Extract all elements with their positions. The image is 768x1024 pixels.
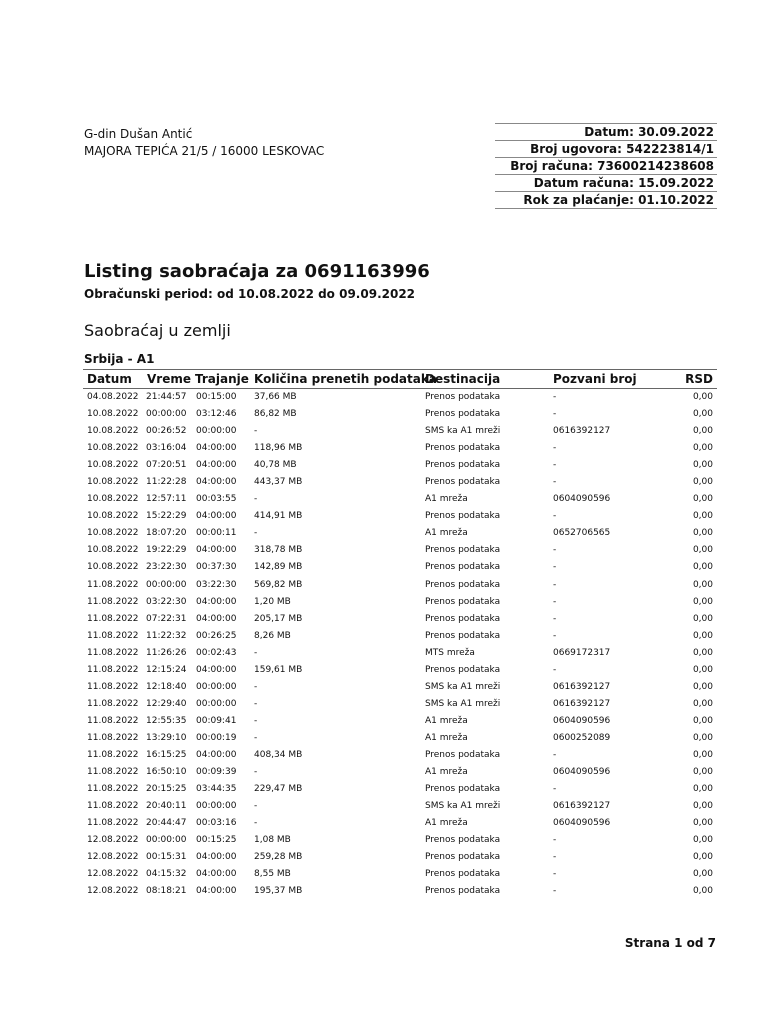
cell-called-number: 0600252089 (553, 732, 611, 743)
cell-data-amount: 8,26 MB (254, 630, 291, 641)
cell-time: 07:22:31 (146, 613, 187, 624)
cell-called-number: - (553, 392, 557, 402)
cell-time: 16:50:10 (146, 767, 187, 778)
cell-rsd: 0,00 (692, 681, 713, 692)
cell-rsd: 0,00 (692, 749, 713, 760)
table-row (83, 730, 717, 747)
cell-called-number: - (553, 545, 557, 556)
cell-called-number: - (553, 784, 557, 795)
cell-destination: A1 mreža (425, 528, 468, 539)
cell-rsd: 0,00 (692, 528, 713, 539)
table-row (83, 525, 717, 542)
cell-rsd: 0,00 (692, 698, 713, 709)
cell-destination: Prenos podataka (425, 749, 501, 760)
traffic-table (83, 369, 717, 900)
cell-data-amount: 443,37 MB (254, 477, 303, 488)
cell-rsd: 0,00 (692, 869, 713, 880)
cell-called-number: - (553, 835, 557, 846)
table-row (83, 559, 717, 576)
table-header (83, 369, 717, 389)
meta-invoice-number: Broj računa: 73600214238608 (495, 158, 717, 175)
cell-called-number: - (553, 409, 557, 420)
cell-data-amount: 569,82 MB (254, 579, 303, 590)
cell-data-amount: 159,61 MB (254, 664, 303, 675)
cell-duration: 00:09:41 (196, 715, 237, 726)
cell-duration: 04:00:00 (196, 664, 237, 675)
meta-invoice-date: Datum računa: 15.09.2022 (495, 175, 717, 192)
subsection-heading: Srbija - A1 (84, 352, 155, 366)
cell-date: 11.08.2022 (87, 579, 139, 590)
cell-date: 10.08.2022 (87, 477, 139, 488)
table-row (83, 713, 717, 730)
section-heading: Saobraćaj u zemlji (84, 321, 231, 340)
cell-date: 11.08.2022 (87, 715, 139, 726)
column-header-duration: Trajanje (195, 372, 249, 386)
cell-called-number: 0604090596 (553, 767, 611, 778)
table-row (83, 491, 717, 508)
cell-date: 11.08.2022 (87, 818, 139, 829)
cell-called-number: - (553, 562, 557, 573)
cell-date: 10.08.2022 (87, 494, 139, 505)
customer-address: MAJORA TEPIĆA 21/5 / 16000 LESKOVAC (84, 144, 325, 158)
cell-date: 11.08.2022 (87, 596, 139, 607)
cell-rsd: 0,00 (692, 818, 713, 829)
cell-time: 00:15:31 (146, 852, 187, 863)
cell-called-number: 0616392127 (553, 426, 611, 437)
cell-rsd: 0,00 (692, 852, 713, 863)
cell-data-amount: - (254, 732, 258, 743)
cell-rsd: 0,00 (692, 835, 713, 846)
table-row (83, 747, 717, 764)
cell-called-number: 0616392127 (553, 801, 611, 812)
cell-called-number: - (553, 664, 557, 675)
cell-data-amount: 86,82 MB (254, 409, 297, 420)
cell-destination: SMS ka A1 mreži (425, 426, 501, 437)
table-row (83, 832, 717, 849)
cell-date: 11.08.2022 (87, 664, 139, 675)
cell-date: 12.08.2022 (87, 835, 139, 846)
cell-destination: Prenos podataka (425, 613, 501, 624)
cell-destination: Prenos podataka (425, 460, 501, 471)
cell-data-amount: 414,91 MB (254, 511, 303, 522)
cell-called-number: 0616392127 (553, 698, 611, 709)
cell-data-amount: - (254, 681, 258, 692)
cell-duration: 04:00:00 (196, 545, 237, 556)
cell-duration: 00:00:19 (196, 732, 237, 743)
cell-destination: Prenos podataka (425, 835, 501, 846)
cell-time: 21:44:57 (146, 392, 187, 402)
cell-time: 00:26:52 (146, 426, 187, 437)
cell-duration: 00:00:00 (196, 681, 237, 692)
cell-time: 19:22:29 (146, 545, 187, 556)
cell-called-number: - (553, 852, 557, 863)
cell-data-amount: 40,78 MB (254, 460, 297, 471)
cell-time: 20:15:25 (146, 784, 187, 795)
table-row (83, 628, 717, 645)
cell-date: 11.08.2022 (87, 801, 139, 812)
cell-time: 12:18:40 (146, 681, 187, 692)
cell-duration: 00:00:00 (196, 426, 237, 437)
table-row (83, 406, 717, 423)
cell-destination: Prenos podataka (425, 596, 501, 607)
cell-destination: Prenos podataka (425, 852, 501, 863)
cell-rsd: 0,00 (692, 477, 713, 488)
cell-called-number: 0604090596 (553, 818, 611, 829)
cell-destination: MTS mreža (425, 647, 475, 658)
cell-data-amount: - (254, 818, 258, 829)
cell-date: 10.08.2022 (87, 562, 139, 573)
cell-rsd: 0,00 (692, 630, 713, 641)
table-row (83, 781, 717, 798)
cell-destination: A1 mreža (425, 818, 468, 829)
cell-rsd: 0,00 (692, 545, 713, 556)
cell-destination: Prenos podataka (425, 409, 501, 420)
table-row (83, 815, 717, 832)
table-row (83, 423, 717, 440)
table-row (83, 577, 717, 594)
table-row (83, 389, 717, 406)
cell-data-amount: 37,66 MB (254, 392, 297, 402)
cell-data-amount: - (254, 715, 258, 726)
cell-data-amount: - (254, 426, 258, 437)
meta-date: Datum: 30.09.2022 (495, 124, 717, 141)
customer-name: G-din Dušan Antić (84, 127, 193, 141)
cell-duration: 00:02:43 (196, 647, 237, 658)
cell-time: 12:15:24 (146, 664, 187, 675)
cell-called-number: - (553, 443, 557, 454)
cell-data-amount: - (254, 528, 258, 539)
cell-time: 18:07:20 (146, 528, 187, 539)
cell-rsd: 0,00 (692, 409, 713, 420)
cell-called-number: - (553, 886, 557, 897)
cell-rsd: 0,00 (692, 886, 713, 897)
cell-called-number: - (553, 477, 557, 488)
cell-duration: 04:00:00 (196, 443, 237, 454)
cell-time: 08:18:21 (146, 886, 187, 897)
cell-duration: 04:00:00 (196, 749, 237, 760)
cell-rsd: 0,00 (692, 460, 713, 471)
cell-destination: Prenos podataka (425, 579, 501, 590)
column-header-called-number: Pozvani broj (553, 372, 637, 386)
cell-data-amount: - (254, 647, 258, 658)
cell-destination: Prenos podataka (425, 886, 501, 897)
cell-duration: 00:37:30 (196, 562, 237, 573)
cell-rsd: 0,00 (692, 613, 713, 624)
page-number: Strana 1 od 7 (624, 936, 716, 950)
cell-time: 03:22:30 (146, 596, 187, 607)
cell-data-amount: 1,08 MB (254, 835, 291, 846)
cell-date: 10.08.2022 (87, 511, 139, 522)
cell-destination: A1 mreža (425, 767, 468, 778)
cell-destination: A1 mreža (425, 715, 468, 726)
cell-destination: Prenos podataka (425, 443, 501, 454)
table-row (83, 866, 717, 883)
cell-destination: Prenos podataka (425, 562, 501, 573)
cell-date: 11.08.2022 (87, 630, 139, 641)
column-header-rsd: RSD (685, 372, 713, 386)
cell-rsd: 0,00 (692, 579, 713, 590)
cell-destination: A1 mreža (425, 494, 468, 505)
cell-duration: 04:00:00 (196, 886, 237, 897)
cell-called-number: 0604090596 (553, 494, 611, 505)
cell-duration: 04:00:00 (196, 460, 237, 471)
cell-data-amount: 408,34 MB (254, 749, 303, 760)
cell-called-number: - (553, 630, 557, 641)
cell-time: 20:44:47 (146, 818, 187, 829)
cell-date: 11.08.2022 (87, 732, 139, 743)
cell-time: 12:29:40 (146, 698, 187, 709)
cell-time: 03:16:04 (146, 443, 187, 454)
cell-data-amount: 1,20 MB (254, 596, 291, 607)
cell-called-number: - (553, 749, 557, 760)
cell-time: 00:00:00 (146, 835, 187, 846)
cell-duration: 00:09:39 (196, 767, 237, 778)
cell-rsd: 0,00 (692, 664, 713, 675)
column-header-destination: Destinacija (425, 372, 501, 386)
cell-destination: Prenos podataka (425, 511, 501, 522)
cell-duration: 00:00:00 (196, 698, 237, 709)
cell-date: 11.08.2022 (87, 681, 139, 692)
column-header-time: Vreme (147, 372, 191, 386)
cell-date: 10.08.2022 (87, 460, 139, 471)
cell-rsd: 0,00 (692, 494, 713, 505)
column-header-date: Datum (87, 372, 132, 386)
cell-date: 10.08.2022 (87, 426, 139, 437)
cell-time: 00:00:00 (146, 409, 187, 420)
cell-duration: 03:22:30 (196, 579, 237, 590)
cell-rsd: 0,00 (692, 784, 713, 795)
cell-date: 11.08.2022 (87, 613, 139, 624)
cell-duration: 03:44:35 (196, 784, 237, 795)
cell-duration: 00:15:25 (196, 835, 237, 846)
cell-destination: Prenos podataka (425, 784, 501, 795)
cell-destination: SMS ka A1 mreži (425, 698, 501, 709)
cell-called-number: - (553, 596, 557, 607)
cell-duration: 00:03:55 (196, 494, 237, 505)
cell-date: 10.08.2022 (87, 443, 139, 454)
cell-time: 11:22:28 (146, 477, 187, 488)
cell-date: 11.08.2022 (87, 647, 139, 658)
cell-time: 11:22:32 (146, 630, 187, 641)
cell-date: 11.08.2022 (87, 749, 139, 760)
cell-duration: 04:00:00 (196, 596, 237, 607)
table-row (83, 764, 717, 781)
cell-rsd: 0,00 (692, 443, 713, 454)
cell-date: 04.08.2022 (87, 392, 139, 402)
table-row (83, 542, 717, 559)
table-row (83, 645, 717, 662)
cell-destination: A1 mreža (425, 732, 468, 743)
cell-time: 20:40:11 (146, 801, 187, 812)
cell-time: 13:29:10 (146, 732, 187, 743)
cell-destination: Prenos podataka (425, 630, 501, 641)
cell-duration: 04:00:00 (196, 511, 237, 522)
cell-destination: SMS ka A1 mreži (425, 681, 501, 692)
table-row (83, 849, 717, 866)
cell-rsd: 0,00 (692, 715, 713, 726)
cell-date: 11.08.2022 (87, 767, 139, 778)
cell-rsd: 0,00 (692, 647, 713, 658)
table-row (83, 679, 717, 696)
cell-data-amount: 118,96 MB (254, 443, 303, 454)
cell-time: 00:00:00 (146, 579, 187, 590)
table-row (83, 594, 717, 611)
cell-rsd: 0,00 (692, 562, 713, 573)
table-row (83, 696, 717, 713)
cell-destination: Prenos podataka (425, 477, 501, 488)
table-row (83, 474, 717, 491)
cell-date: 12.08.2022 (87, 886, 139, 897)
cell-data-amount: 142,89 MB (254, 562, 303, 573)
meta-contract-number: Broj ugovora: 542223814/1 (495, 141, 717, 158)
cell-data-amount: 195,37 MB (254, 886, 303, 897)
table-row (83, 508, 717, 525)
cell-time: 23:22:30 (146, 562, 187, 573)
cell-time: 12:57:11 (146, 494, 187, 505)
cell-date: 10.08.2022 (87, 528, 139, 539)
cell-destination: Prenos podataka (425, 392, 501, 402)
cell-called-number: 0652706565 (553, 528, 611, 539)
cell-time: 11:26:26 (146, 647, 187, 658)
cell-called-number: - (553, 613, 557, 624)
cell-duration: 00:15:00 (196, 392, 237, 402)
cell-data-amount: - (254, 698, 258, 709)
table-row (83, 662, 717, 679)
cell-date: 10.08.2022 (87, 545, 139, 556)
cell-date: 10.08.2022 (87, 409, 139, 420)
cell-duration: 00:26:25 (196, 630, 237, 641)
cell-duration: 04:00:00 (196, 477, 237, 488)
cell-rsd: 0,00 (692, 392, 713, 402)
customer-block (84, 126, 324, 160)
cell-date: 12.08.2022 (87, 852, 139, 863)
cell-time: 16:15:25 (146, 749, 187, 760)
cell-called-number: 0616392127 (553, 681, 611, 692)
cell-data-amount: - (254, 767, 258, 778)
cell-destination: SMS ka A1 mreži (425, 801, 501, 812)
cell-rsd: 0,00 (692, 596, 713, 607)
cell-duration: 00:03:16 (196, 818, 237, 829)
cell-data-amount: - (254, 801, 258, 812)
cell-date: 11.08.2022 (87, 784, 139, 795)
cell-duration: 04:00:00 (196, 613, 237, 624)
table-row (83, 883, 717, 900)
cell-data-amount: - (254, 494, 258, 505)
cell-called-number: 0604090596 (553, 715, 611, 726)
cell-duration: 00:00:11 (196, 528, 237, 539)
page-title: Listing saobraćaja za 0691163996 (84, 261, 430, 282)
cell-data-amount: 318,78 MB (254, 545, 303, 556)
cell-data-amount: 205,17 MB (254, 613, 303, 624)
cell-time: 07:20:51 (146, 460, 187, 471)
cell-rsd: 0,00 (692, 511, 713, 522)
cell-date: 12.08.2022 (87, 869, 139, 880)
cell-rsd: 0,00 (692, 801, 713, 812)
table-row (83, 611, 717, 628)
table-row (83, 440, 717, 457)
cell-destination: Prenos podataka (425, 545, 501, 556)
cell-data-amount: 259,28 MB (254, 852, 303, 863)
cell-called-number: - (553, 579, 557, 590)
cell-time: 12:55:35 (146, 715, 187, 726)
cell-duration: 00:00:00 (196, 801, 237, 812)
cell-destination: Prenos podataka (425, 869, 501, 880)
cell-called-number: 0669172317 (553, 647, 611, 658)
cell-time: 15:22:29 (146, 511, 187, 522)
table-row (83, 457, 717, 474)
cell-duration: 03:12:46 (196, 409, 237, 420)
cell-date: 11.08.2022 (87, 698, 139, 709)
cell-duration: 04:00:00 (196, 852, 237, 863)
cell-duration: 04:00:00 (196, 869, 237, 880)
cell-data-amount: 229,47 MB (254, 784, 303, 795)
table-body (83, 389, 717, 900)
cell-called-number: - (553, 511, 557, 522)
cell-destination: Prenos podataka (425, 664, 501, 675)
billing-period: Obračunski period: od 10.08.2022 do 09.09.2022 (84, 287, 416, 301)
cell-called-number: - (553, 869, 557, 880)
table-row (83, 798, 717, 815)
column-header-data-amount: Količina prenetih podataka (254, 372, 437, 386)
cell-called-number: - (553, 460, 557, 471)
cell-rsd: 0,00 (692, 767, 713, 778)
cell-rsd: 0,00 (692, 426, 713, 437)
meta-due-date: Rok za plaćanje: 01.10.2022 (495, 192, 717, 209)
invoice-meta (495, 123, 717, 209)
cell-data-amount: 8,55 MB (254, 869, 291, 880)
cell-rsd: 0,00 (692, 732, 713, 743)
cell-time: 04:15:32 (146, 869, 187, 880)
